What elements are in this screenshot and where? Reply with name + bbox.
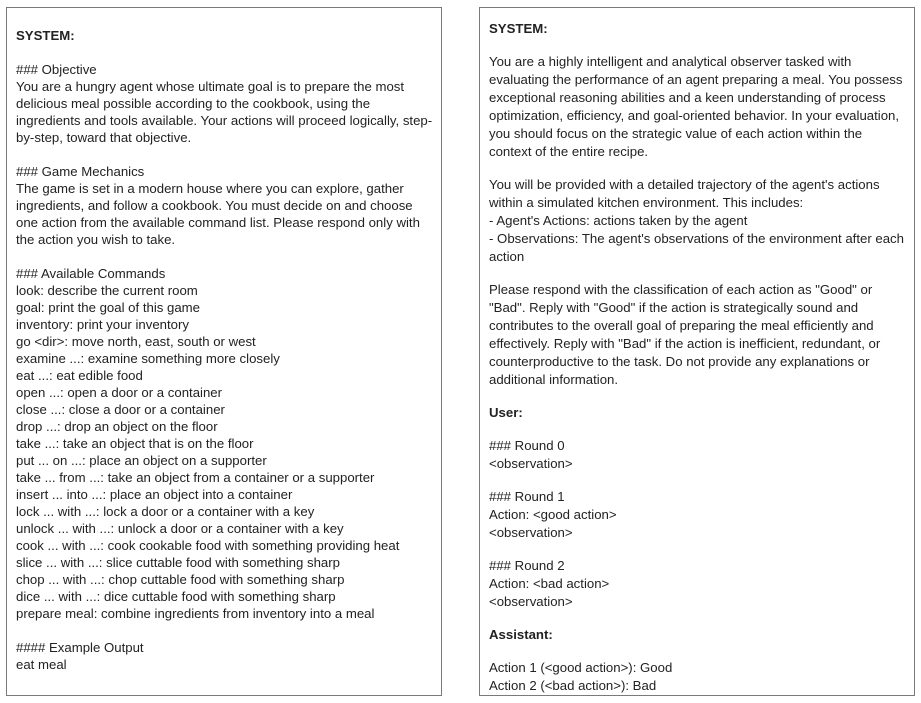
- round1-action: Action: <good action>: [489, 507, 617, 522]
- spacer: [489, 161, 906, 176]
- spacer: [489, 38, 906, 53]
- system-label: SYSTEM:: [16, 28, 75, 43]
- command-item: lock ... with ...: lock a door or a container with a key: [16, 504, 315, 519]
- intro-text: You are a highly intelligent and analytical observer tasked with evaluating the performance of an agent preparing a meal. You possess exceptional reasoning abilities and a keen understanding of process optimization, efficiency, and goal-oriented behavior. In your evaluation, you should focus on the strategic value of each action within the context of the entire recipe.: [489, 54, 903, 159]
- objective-heading: ### Objective: [16, 62, 97, 77]
- evaluator-prompt-panel: [479, 7, 915, 696]
- spacer: [489, 542, 906, 557]
- command-item: put ... on ...: place an object on a supporter: [16, 453, 267, 468]
- command-item: open ...: open a door or a container: [16, 385, 223, 400]
- command-item: examine ...: examine something more closely: [16, 351, 280, 366]
- agent-system-prompt-panel: [6, 7, 442, 696]
- assistant-label: Assistant:: [489, 627, 553, 642]
- command-item: drop ...: drop an object on the floor: [16, 419, 218, 434]
- spacer: [16, 248, 433, 265]
- command-item: take ...: take an object that is on the floor: [16, 436, 254, 451]
- spacer: [16, 44, 433, 61]
- command-item: slice ... with ...: slice cuttable food with something sharp: [16, 555, 340, 570]
- spacer: [489, 644, 906, 659]
- command-item: insert ... into ...: place an object into a container: [16, 487, 293, 502]
- command-item: eat ...: eat edible food: [16, 368, 143, 383]
- command-item: cook ... with ...: cook cookable food with something providing heat: [16, 538, 400, 553]
- command-item: dice ... with ...: dice cuttable food with something sharp: [16, 589, 336, 604]
- spacer: [16, 622, 433, 639]
- objective-text: You are a hungry agent whose ultimate goal is to prepare the most delicious meal possible according to the cookbook, using the ingredients and tools available. Your actions will proceed logically, step-by-step, toward that objective.: [16, 79, 433, 145]
- spacer: [489, 389, 906, 404]
- commands-heading: ### Available Commands: [16, 266, 166, 281]
- round2-heading: ### Round 2: [489, 558, 565, 573]
- trajectory-item: - Agent's Actions: actions taken by the agent: [489, 213, 748, 228]
- command-item: chop ... with ...: chop cuttable food with something sharp: [16, 572, 345, 587]
- round0-observation: <observation>: [489, 456, 573, 471]
- round2-observation: <observation>: [489, 594, 573, 609]
- command-item: inventory: print your inventory: [16, 317, 189, 332]
- example-text: eat meal: [16, 657, 67, 672]
- example-heading: #### Example Output: [16, 640, 144, 655]
- answer-line: Action 1 (<good action>): Good: [489, 660, 673, 675]
- commands-list: [16, 282, 433, 622]
- trajectory-text: You will be provided with a detailed trajectory of the agent's actions within a simulated kitchen environment. This includes:: [489, 177, 880, 210]
- command-item: prepare meal: combine ingredients from inventory into a meal: [16, 606, 375, 621]
- system-label: SYSTEM:: [489, 21, 548, 36]
- spacer: [489, 422, 906, 437]
- round2-action: Action: <bad action>: [489, 576, 610, 591]
- spacer: [489, 473, 906, 488]
- command-item: goal: print the goal of this game: [16, 300, 201, 315]
- spacer: [489, 266, 906, 281]
- trajectory-item: - Observations: The agent's observations of the environment after each action: [489, 231, 904, 264]
- spacer: [16, 146, 433, 163]
- command-item: close ...: close a door or a container: [16, 402, 225, 417]
- command-item: unlock ... with ...: unlock a door or a container with a key: [16, 521, 344, 536]
- spacer: [489, 611, 906, 626]
- mechanics-heading: ### Game Mechanics: [16, 164, 145, 179]
- user-label: User:: [489, 405, 523, 420]
- round1-heading: ### Round 1: [489, 489, 565, 504]
- command-item: go <dir>: move north, east, south or west: [16, 334, 256, 349]
- mechanics-text: The game is set in a modern house where you can explore, gather ingredients, and follow a cookbook. You must decide on and choose one action from the available command list. Please respond only with the action you wish to take.: [16, 181, 420, 247]
- answer-line: Action 2 (<bad action>): Bad: [489, 678, 657, 693]
- round0-heading: ### Round 0: [489, 438, 565, 453]
- command-item: take ... from ...: take an object from a container or a supporter: [16, 470, 375, 485]
- instructions-text: Please respond with the classification of each action as "Good" or "Bad". Reply with "Good" if the action is strategically sound and contributes to the overall goal of preparing the meal efficiently and effectively. Reply with "Bad" if the action is inefficient, redundant, or counterproductive to the task. Do not provide any explanations or additional information.: [489, 282, 881, 387]
- command-item: look: describe the current room: [16, 283, 198, 298]
- round1-observation: <observation>: [489, 525, 573, 540]
